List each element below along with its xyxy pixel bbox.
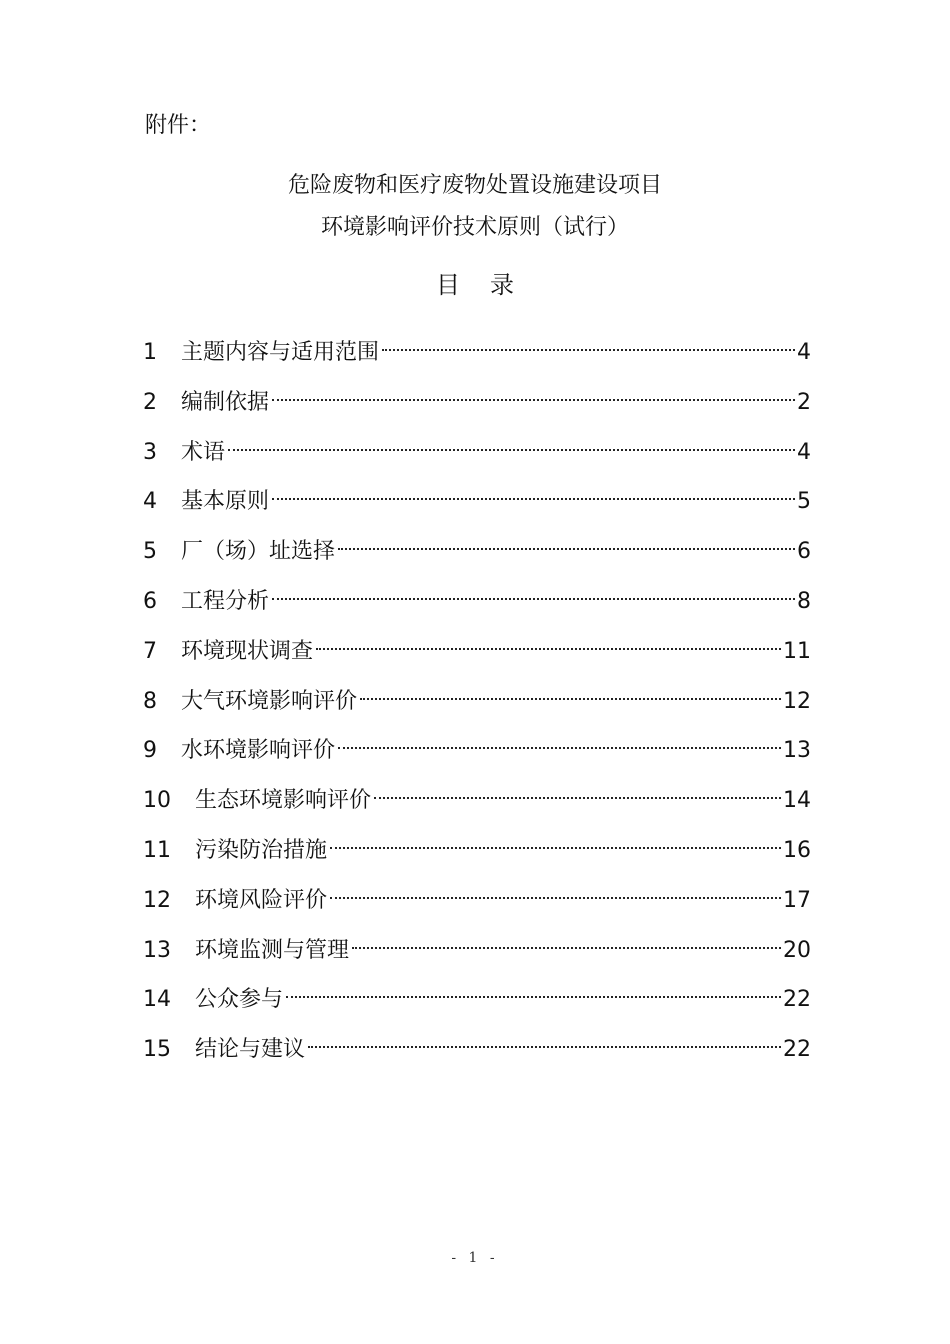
toc-entry-number: 4 <box>143 489 157 515</box>
toc-leader-dots <box>352 925 781 957</box>
toc-leader-dots <box>286 974 781 1006</box>
toc-leader-dots <box>228 427 795 459</box>
toc-entry-page: 20 <box>783 937 811 963</box>
toc-entry-number: 14 <box>143 987 171 1013</box>
toc-entry-number: 8 <box>143 688 157 714</box>
toc-entry-page: 2 <box>797 389 811 415</box>
toc-entry-title: 大气环境影响评价 <box>181 688 358 714</box>
toc-leader-dots <box>338 725 781 757</box>
toc-entry-number: 13 <box>143 937 171 963</box>
toc-entry-number: 9 <box>143 738 157 764</box>
toc-entry-page: 22 <box>783 987 811 1013</box>
toc-leader-dots <box>360 676 781 708</box>
toc-entry[interactable] <box>143 925 811 975</box>
toc-leader-dots <box>374 775 781 807</box>
toc-entry-page: 22 <box>783 1037 811 1063</box>
toc-entry-title: 污染防治措施 <box>195 837 328 863</box>
toc-leader-dots <box>330 825 781 857</box>
toc-entry[interactable] <box>143 526 811 576</box>
toc-leader-dots <box>308 1024 781 1056</box>
toc-entry-number: 2 <box>143 389 157 415</box>
toc-entry[interactable] <box>143 427 811 477</box>
toc-entry-number: 3 <box>143 439 157 465</box>
document-title-line-1: 危险废物和医疗废物处置设施建设项目 <box>287 173 662 198</box>
toc-entry-page: 5 <box>797 489 811 515</box>
toc-entry[interactable] <box>143 476 811 526</box>
toc-entry[interactable] <box>143 676 811 726</box>
toc-entry-title: 环境监测与管理 <box>195 937 350 963</box>
toc-entry-number: 15 <box>143 1037 171 1063</box>
document-title-line-2: 环境影响评价技术原则（试行） <box>320 215 629 240</box>
toc-entry-title: 环境风险评价 <box>195 887 328 913</box>
toc-entry[interactable] <box>143 1024 811 1074</box>
toc-entry-title: 环境现状调查 <box>181 638 314 664</box>
toc-entry[interactable] <box>143 725 811 775</box>
toc-entry-page: 12 <box>783 688 811 714</box>
toc-entry-title: 工程分析 <box>181 588 270 614</box>
toc-entry[interactable] <box>143 626 811 676</box>
toc-entry-title: 生态环境影响评价 <box>195 788 372 814</box>
toc-entry-title: 编制依据 <box>181 389 270 415</box>
toc-entry-page: 16 <box>783 837 811 863</box>
toc-entry[interactable] <box>143 875 811 925</box>
toc-leader-dots <box>272 476 795 508</box>
toc-entry-page: 6 <box>797 539 811 565</box>
toc-entry-page: 13 <box>783 738 811 764</box>
toc-entry-number: 12 <box>143 887 171 913</box>
toc-entry-title: 主题内容与适用范围 <box>181 340 380 365</box>
toc-entry-number: 5 <box>143 539 157 565</box>
toc-entry-number: 10 <box>143 788 171 814</box>
table-of-contents <box>143 327 811 1074</box>
toc-entry-number: 1 <box>143 340 157 365</box>
toc-entry[interactable] <box>143 974 811 1024</box>
toc-leader-dots <box>338 526 795 558</box>
attachment-label: 附件： <box>145 113 212 138</box>
toc-entry-page: 4 <box>797 439 811 465</box>
toc-leader-dots <box>382 327 795 359</box>
toc-leader-dots <box>272 576 795 608</box>
toc-entry-page: 17 <box>783 887 811 913</box>
toc-entry-number: 7 <box>143 638 157 664</box>
toc-entry-title: 结论与建议 <box>195 1037 306 1063</box>
toc-entry[interactable] <box>143 327 811 377</box>
toc-entry-number: 11 <box>143 837 171 863</box>
toc-heading: 目录 <box>436 271 544 299</box>
toc-entry-title: 基本原则 <box>181 489 270 515</box>
toc-entry-number: 6 <box>143 588 157 614</box>
toc-entry-title: 公众参与 <box>195 987 284 1013</box>
toc-entry-title: 术语 <box>181 439 226 465</box>
toc-entry-page: 11 <box>783 638 811 664</box>
toc-entry-page: 4 <box>797 340 811 365</box>
toc-entry-title: 厂（场）址选择 <box>181 539 336 565</box>
toc-entry-page: 14 <box>783 788 811 814</box>
toc-entry[interactable] <box>143 377 811 427</box>
toc-leader-dots <box>330 875 781 907</box>
toc-entry-title: 水环境影响评价 <box>181 738 336 764</box>
toc-entry-page: 8 <box>797 588 811 614</box>
toc-leader-dots <box>316 626 781 658</box>
toc-entry[interactable] <box>143 775 811 825</box>
toc-leader-dots <box>272 377 795 409</box>
toc-entry[interactable] <box>143 576 811 626</box>
page-number: - 1 - <box>451 1250 499 1266</box>
toc-entry[interactable] <box>143 825 811 875</box>
